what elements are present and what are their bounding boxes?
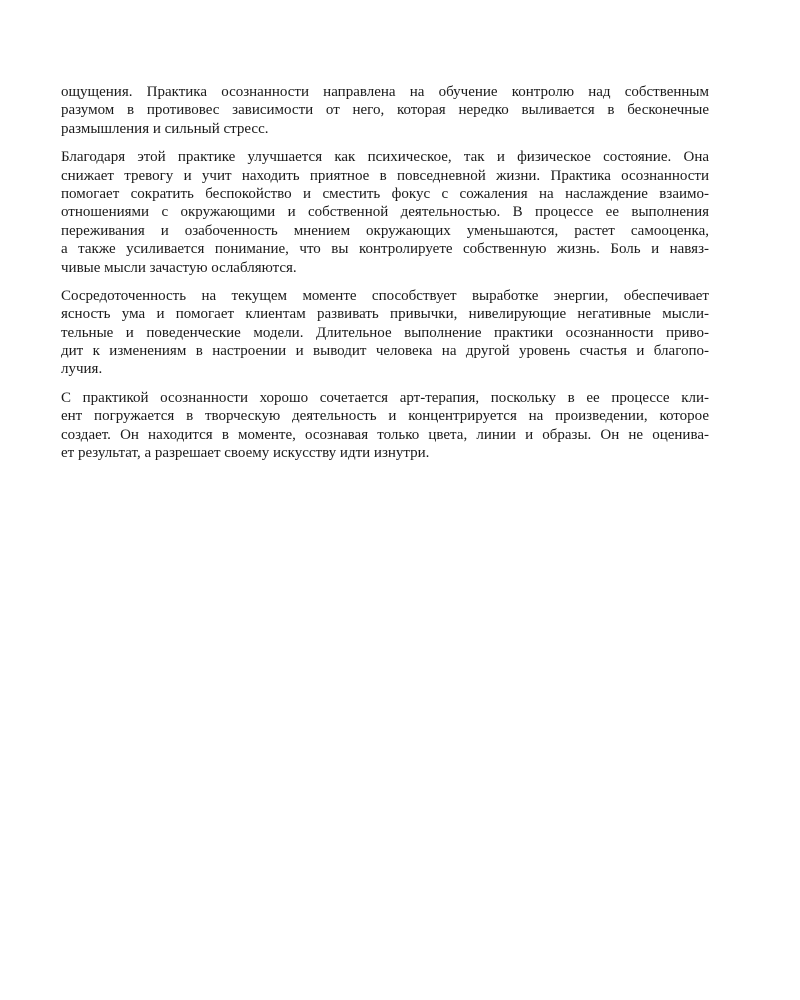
paragraph-3 <box>61 287 709 379</box>
text-line: С практикой осознанности хорошо сочетается арт-терапия, поскольку в ее процессе кли- <box>61 389 709 406</box>
text-line: ясность ума и помогает клиентам развивать привычки, нивелирующие негативные мысли- <box>61 306 709 323</box>
text-line: создает. Он находится в моменте, осознавая только цвета, линии и образы. Он не оценива- <box>61 426 709 443</box>
text-line: переживания и озабоченность мнением окружающих уменьшаются, растет самооценка, <box>61 222 709 239</box>
text-line: снижает тревогу и учит находить приятное в повседневной жизни. Практика осознанности <box>61 167 709 184</box>
body-text <box>61 83 709 472</box>
text-line: тельные и поведенческие модели. Длительное выполнение практики осознанности приво- <box>61 324 709 341</box>
text-line: размышления и сильный стресс. <box>61 120 269 137</box>
paragraph-2 <box>61 148 709 277</box>
text-line: лучия. <box>61 361 103 378</box>
text-line: дит к изменениям в настроении и выводит человека на другой уровень счастья и благопо- <box>61 343 709 360</box>
text-line: а также усиливается понимание, что вы контролируете собственную жизнь. Боль и навяз- <box>61 241 709 258</box>
text-line: отношениями с окружающими и собственной деятельностью. В процессе ее выполнения <box>61 204 709 221</box>
text-line: Благодаря этой практике улучшается как психическое, так и физическое состояние. Она <box>61 149 709 166</box>
text-line: ощущения. Практика осознанности направлена на обучение контролю над собственным <box>61 84 709 100</box>
text-line: разумом в противовес зависимости от него, которая нередко выливается в бесконечные <box>61 102 709 119</box>
text-line: помогает сократить беспокойство и сместить фокус с сожаления на наслаждение взаимо- <box>61 185 709 202</box>
text-line: Сосредоточенность на текущем моменте способствует выработке энергии, обеспечивает <box>61 287 709 304</box>
text-line: ент погружается в творческую деятельность и концентрируется на произведении, которое <box>61 408 709 425</box>
text-line: чивые мысли зачастую ослабляются. <box>61 259 297 276</box>
text-line: ет результат, а разрешает своему искусству идти изнутри. <box>61 445 430 462</box>
paragraph-4 <box>61 389 709 463</box>
paragraph-1 <box>61 83 709 138</box>
